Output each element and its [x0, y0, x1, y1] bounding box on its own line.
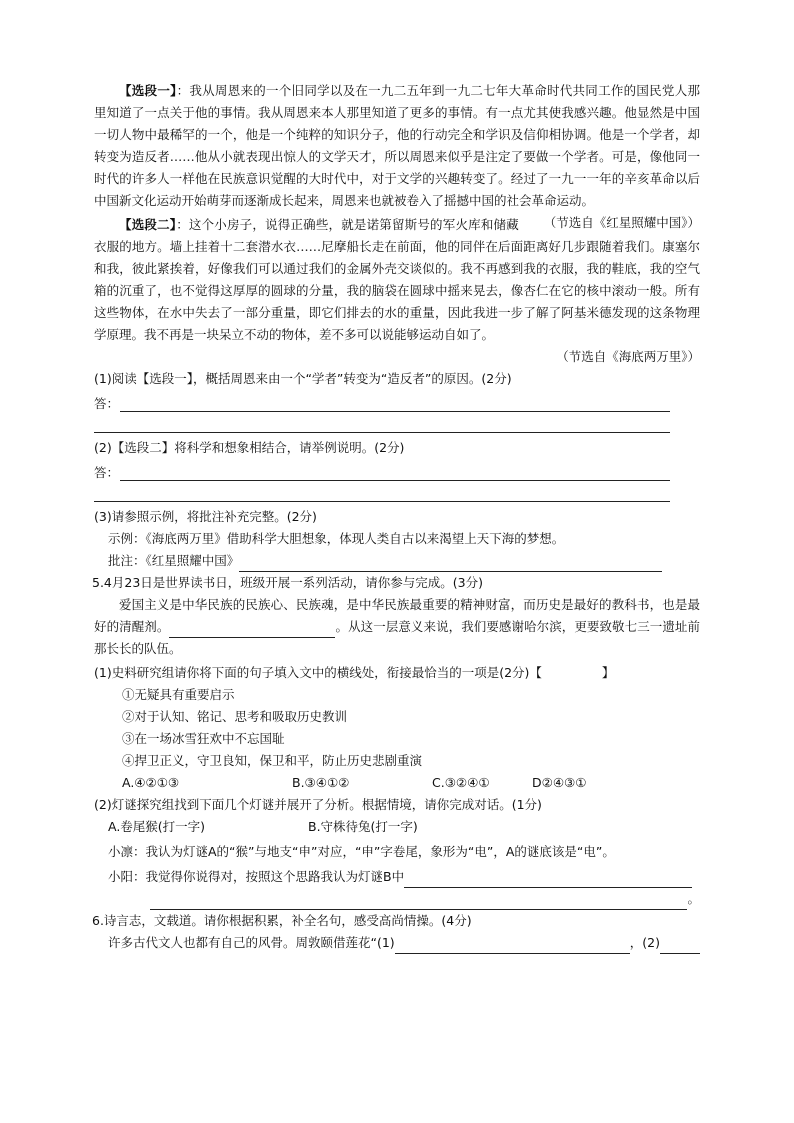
question-5-title: 5.4月23日是世界读书日，班级开展一系列活动，请你参与完成。(3分)	[92, 575, 483, 590]
dialog-xiaoyang-row	[108, 866, 700, 888]
poem-blank-1[interactable]	[395, 937, 630, 954]
xiaoyang-row-2	[150, 888, 700, 910]
sub1-close: 】	[601, 665, 615, 680]
passage-blank[interactable]	[169, 623, 335, 638]
passage-text-b: 。从这一层意义来说，我们要感谢哈尔滨，更要致敬七三一遗址前那长长的队伍。	[94, 619, 700, 656]
question-5-sub1	[94, 662, 700, 684]
question-2: (2)【选段二】将科学和想象相结合，请举例说明。(2分)	[94, 440, 405, 455]
dialog-xiaolin	[108, 841, 700, 863]
option-item-1: ①无疑具有重要启示	[122, 687, 235, 702]
question-3-note-row	[108, 550, 700, 572]
answer-label-2: 答：	[94, 465, 120, 480]
answer-row-1	[94, 390, 700, 412]
poem-blank-2[interactable]	[660, 937, 700, 954]
question-6-mid: ，(2)	[629, 935, 660, 950]
worksheet-page	[94, 80, 700, 954]
question-6-title: 6.诗言志，文载道。请你根据积累，补全名句，感受高尚情操。(4分)	[92, 913, 472, 928]
answer-line-1[interactable]	[120, 395, 670, 412]
option-item-4: ④捍卫正义，守卫良知，保卫和平，防止历史悲剧重演	[122, 753, 423, 768]
question-3-example: 示例：《海底两万里》借助科学大胆想象，体现人类自古以来渴望上天下海的梦想。	[108, 531, 565, 546]
excerpt-2-source: （节选自《海底两万里》）	[556, 349, 700, 364]
choice-b[interactable]: B.③④①②	[292, 775, 350, 790]
xiaoyang-answer-line[interactable]	[404, 871, 692, 888]
question-1: (1)阅读【选段一】，概括周恩来由一个“学者”转变为“造反者”的原因。(2分)	[94, 371, 512, 386]
question-6-row	[108, 932, 700, 954]
excerpt-1-source: （节选自《红星照耀中国》）	[543, 215, 700, 230]
sub1-text: (1)史料研究组请你将下面的句子填入文中的横线处，衔接最恰当的一项是(2分)【	[94, 665, 542, 680]
answer-row-2	[94, 459, 700, 481]
xiaoyang-answer-line-2[interactable]	[150, 893, 687, 910]
riddle-b: B.守株待兔(打一字)	[308, 819, 418, 834]
answer-line-2[interactable]	[120, 464, 670, 481]
option-item-2: ②对于认知、铭记、思考和吸取历史教训	[122, 709, 348, 724]
passage-text-a: 爱国主义是中华民族的民族心、民族魂，是中华民族最重要的精神财富，而历史是最好的教科书，也是最好的清醒剂。	[94, 597, 700, 634]
question-5-sub2: (2)灯谜探究组找到下面几个灯谜并展开了分析。根据情境，请你完成对话。(1分)	[94, 797, 542, 812]
riddle-a: A.卷尾猴(打一字)	[108, 819, 206, 834]
choice-c[interactable]: C.③②④①	[432, 775, 490, 790]
question-3-note: 批注：《红星照耀中国》	[108, 553, 240, 568]
dialog-xiaolin-text: 小凛：我认为灯谜A的“猴”与地支“申”对应，“申”字卷尾，象形为“电”，A的谜底该是“电”。	[108, 844, 615, 859]
answer-choices	[122, 772, 700, 794]
question-3: (3)请参照示例，将批注补充完整。(2分)	[94, 509, 317, 524]
end-mark: 。	[687, 891, 700, 906]
choice-d[interactable]: D②④③①	[532, 775, 587, 790]
dialog-xiaoyang: 小阳：我觉得你说得对，按照这个思路我认为灯谜B中	[108, 869, 405, 884]
riddles	[108, 816, 700, 838]
excerpt-2-label: 【选段二】	[119, 217, 177, 232]
answer-line-1b[interactable]	[94, 412, 670, 433]
question-6-text: 许多古代文人也都有自己的风骨。周敦颐借莲花“(1)	[108, 935, 395, 950]
excerpt-2-text: ：这个小房子，说得正确些，就是诺第留斯号的军火库和储藏衣服的地方。墙上挂着十二套潜水衣……尼摩船长走在前面，他的同伴在后面距离好几步跟随着我们。康塞尔和我，彼此紧挨着，好像我们可以通过我们的金属外壳交谈似的。我不再感到我的衣服，我的鞋底，我的空气箱的沉重了，也不觉得这厚厚的圆球的分量，我的脑袋在圆球中摇来晃去，像杏仁在它的核中滚动一般。所有这些物体，在水中失去了一部分重量，即它们排去的水的重量，因此我进一步了解了阿基米德发现的这条物理学原理。我不再是一块呆立不动的物体，差不多可以说能够运动自如了。	[94, 217, 700, 342]
answer-line-2b[interactable]	[94, 481, 670, 502]
question-5-passage	[94, 594, 700, 660]
option-item-3: ③在一场冰雪狂欢中不忘国耻	[122, 731, 285, 746]
excerpt-1-text: ：我从周恩来的一个旧同学以及在一九二五年到一九二七年大革命时代共同工作的国民党人那里知道了一点关于他的事情。我从周恩来本人那里知道了更多的事情。有一点尤其使我感兴趣。他显然是中国一切人物中最稀罕的一个，他是一个纯粹的知识分子，他的行动完全和学识及信仰相协调。他是一个学者，却转变为造反者……他从小就表现出惊人的文学天才，所以周恩来似乎是注定了要做一个学者。可是，像他同一时代的许多人一样他在民族意识觉醒的大时代中，对于文学的兴趣转变了。经过了一九一一年的辛亥革命以后中国新文化运动开始萌芽而逐渐成长起来，周恩来也就被卷入了摇撼中国的社会革命运动。	[94, 83, 700, 208]
answer-label-1: 答：	[94, 396, 120, 411]
choice-a[interactable]: A.④②①③	[122, 775, 180, 790]
excerpt-1-label: 【选段一】	[119, 83, 177, 98]
note-answer-line[interactable]	[239, 555, 662, 572]
